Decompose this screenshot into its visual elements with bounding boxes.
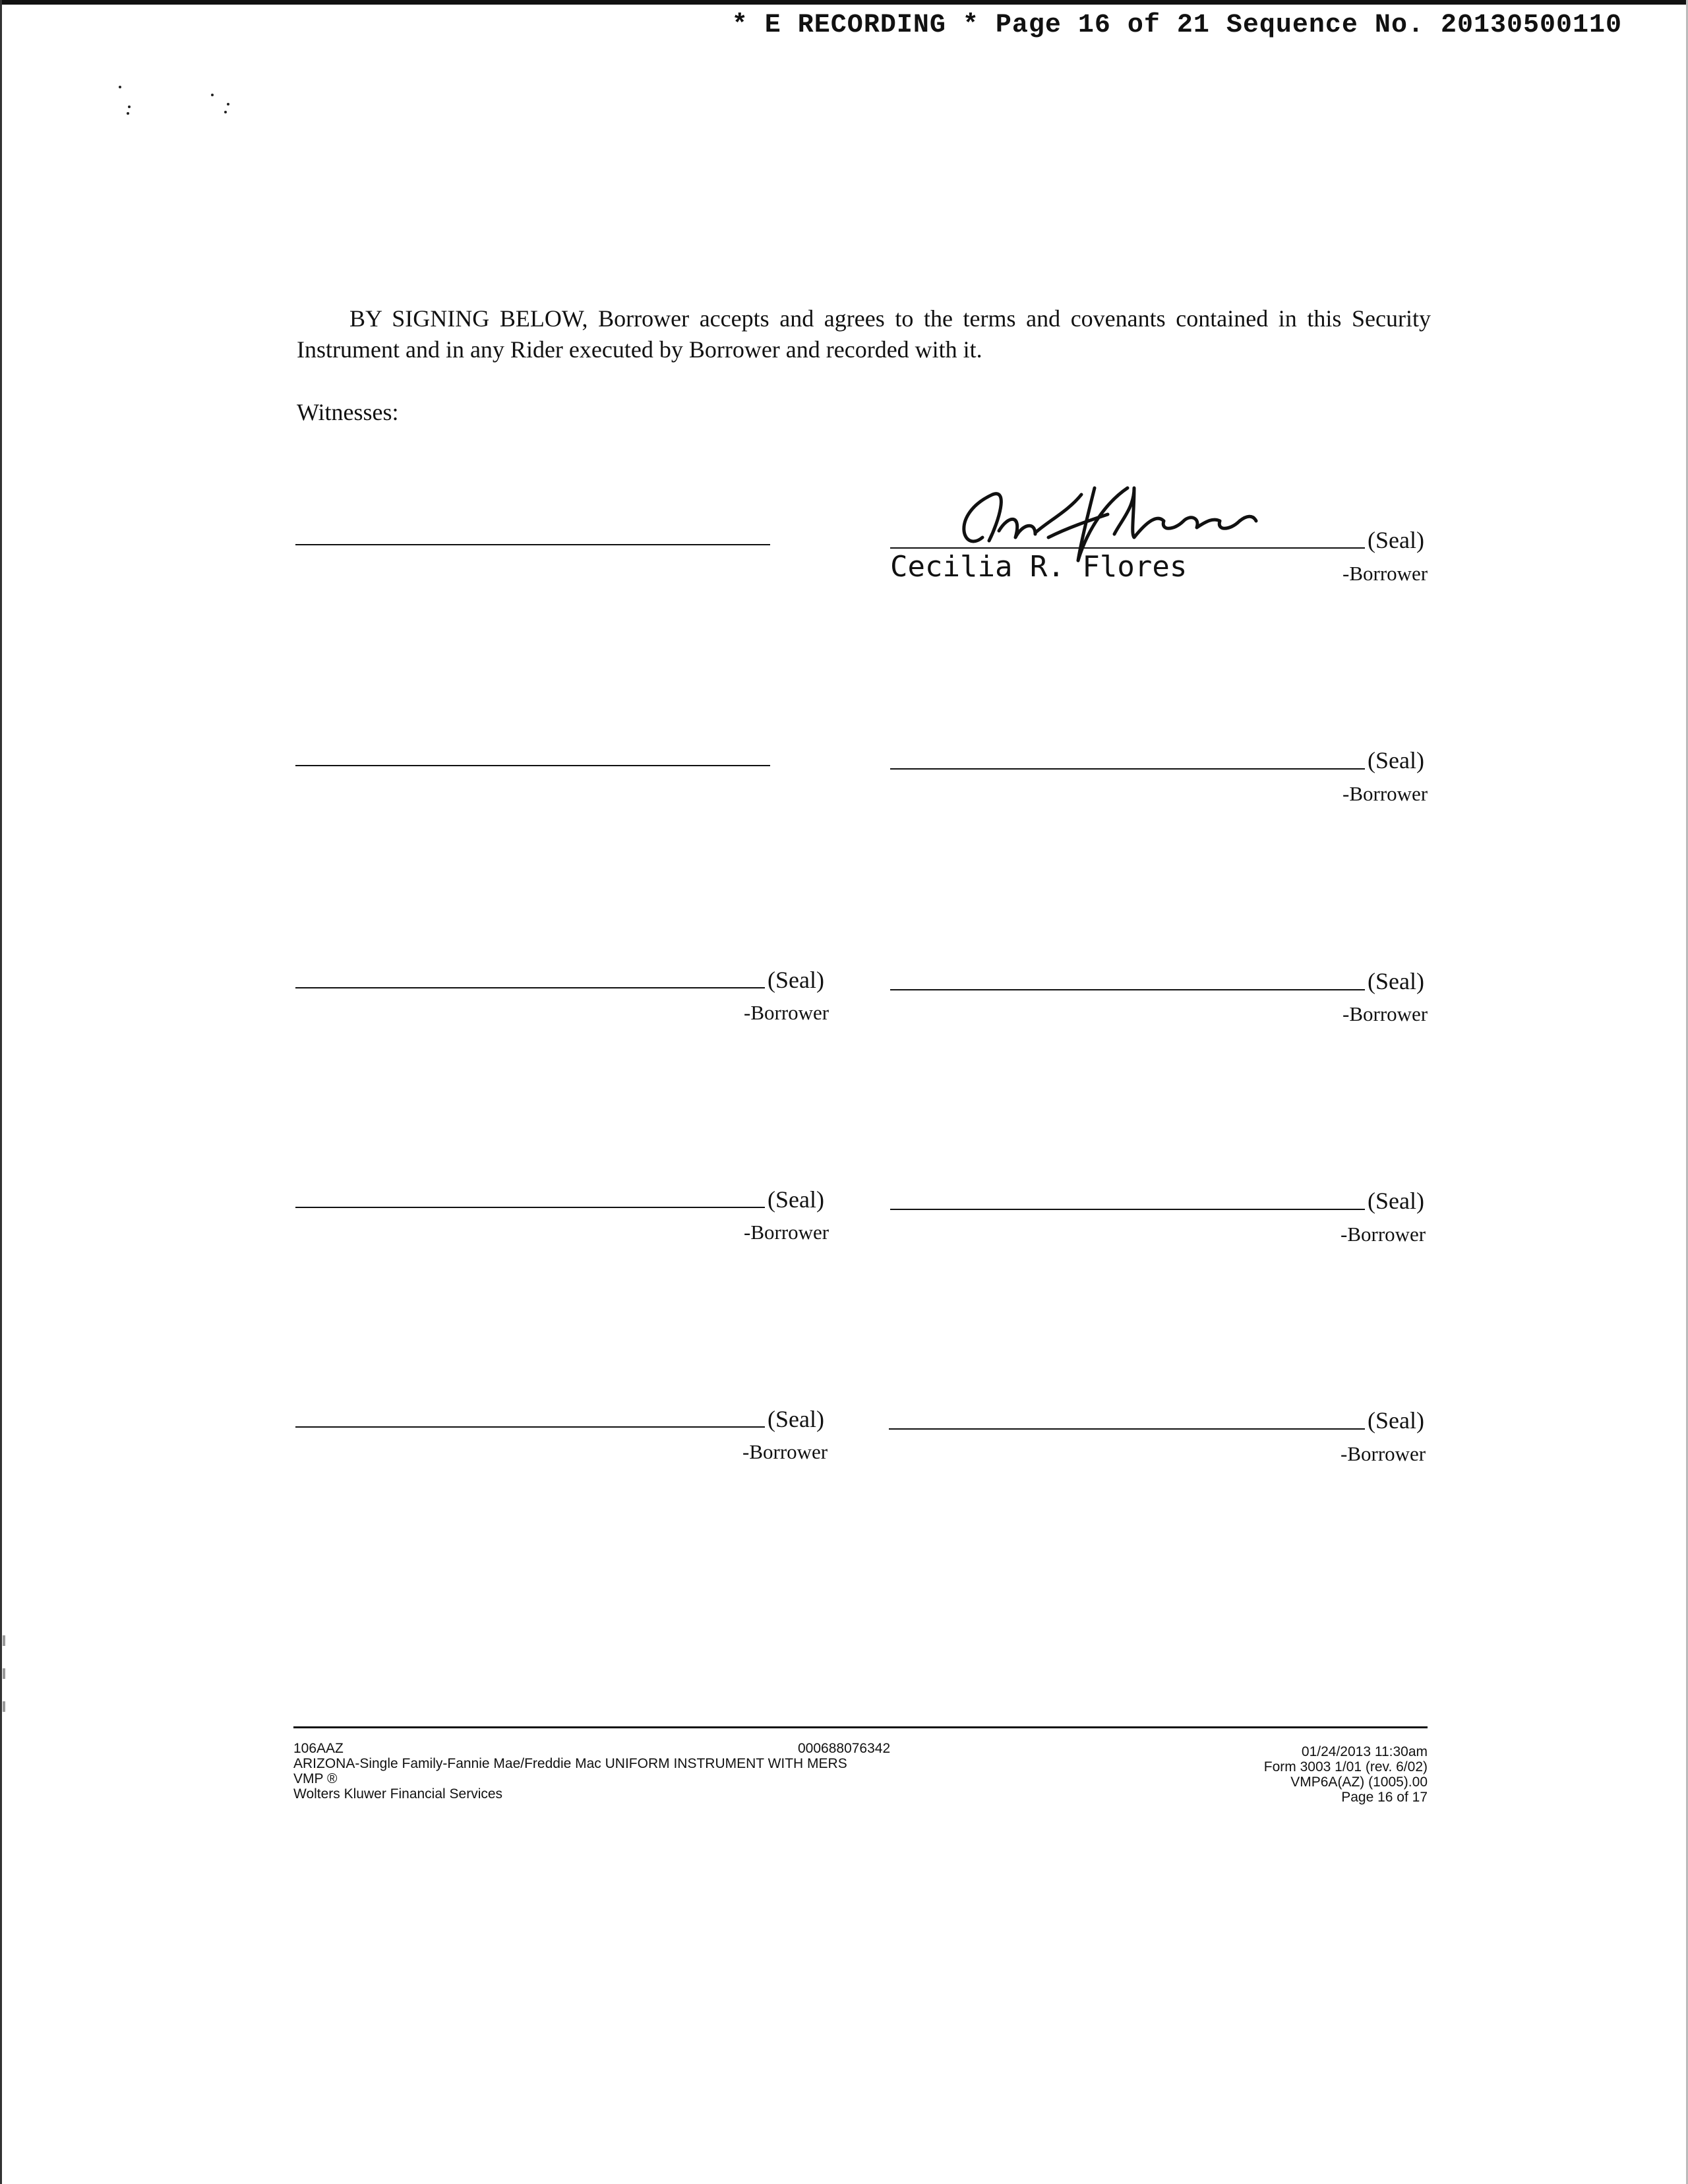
footer-left: [293, 1741, 847, 1802]
form-number: Form 3003 1/01 (rev. 6/02): [1263, 1759, 1428, 1774]
seal-label: (Seal): [768, 1186, 824, 1213]
borrower-signature-line: [890, 768, 1365, 770]
publisher: Wolters Kluwer Financial Services: [293, 1786, 503, 1802]
page-number: Page 16 of 17: [1341, 1790, 1428, 1805]
borrower-signature-line: [889, 1428, 1365, 1430]
scan-specks: [106, 79, 251, 125]
borrower-signature-line: [890, 989, 1365, 990]
scan-mark: [3, 1701, 5, 1712]
intro-paragraph: [297, 303, 1431, 365]
seal-label: (Seal): [768, 1406, 824, 1432]
witness-signature-line: [295, 765, 770, 766]
borrower-label: -Borrower: [1341, 1223, 1426, 1246]
witnesses-label: Witnesses:: [297, 399, 399, 425]
witness-signature-line: [295, 544, 770, 545]
form-code: 106AAZ: [293, 1741, 344, 1756]
intro-text: BY SIGNING BELOW, Borrower accepts and agrees to the terms and covenants contained in this Security Instrument and in any Rider executed by Borrower and recorded with it.: [297, 305, 1431, 363]
seal-label: (Seal): [1368, 1188, 1424, 1214]
borrower-label: -Borrower: [1342, 1002, 1428, 1025]
seal-label: (Seal): [1368, 527, 1424, 553]
borrower-signature-line: [295, 1426, 765, 1428]
print-datetime: 01/24/2013 11:30am: [1301, 1744, 1428, 1759]
left-scan-edge: [0, 0, 2, 2184]
borrower-signature-line: [890, 1209, 1365, 1210]
signer-name: Cecilia R. Flores: [890, 550, 1188, 584]
borrower-label: -Borrower: [1341, 1442, 1426, 1465]
scan-mark: [3, 1635, 5, 1646]
seal-label: (Seal): [1368, 968, 1424, 994]
seal-label: (Seal): [768, 967, 824, 993]
vmp-mark: VMP ®: [293, 1771, 338, 1786]
footer-rule: [293, 1726, 1428, 1728]
scan-mark: [3, 1668, 5, 1679]
borrower-signature-line: [890, 547, 1365, 549]
borrower-signature-line: [295, 1207, 765, 1208]
top-border: [0, 0, 1688, 5]
seal-label: (Seal): [1368, 1407, 1424, 1434]
borrower-label: -Borrower: [744, 1221, 829, 1244]
loan-number: 000688076342: [798, 1741, 891, 1756]
borrower-label: -Borrower: [742, 1440, 828, 1463]
vmp-code: VMP6A(AZ) (1005).00: [1290, 1774, 1428, 1790]
borrower-label: -Borrower: [1342, 562, 1428, 585]
borrower-label: -Borrower: [1342, 782, 1428, 805]
recording-header: * E RECORDING * Page 16 of 21 Sequence No. 20130500110: [731, 11, 1622, 40]
footer-right: [1264, 1744, 1428, 1805]
form-description: ARIZONA-Single Family-Fannie Mae/Freddie Mac UNIFORM INSTRUMENT WITH MERS: [293, 1756, 847, 1771]
seal-label: (Seal): [1368, 747, 1424, 774]
borrower-signature-line: [295, 987, 765, 988]
borrower-label: -Borrower: [744, 1001, 829, 1024]
